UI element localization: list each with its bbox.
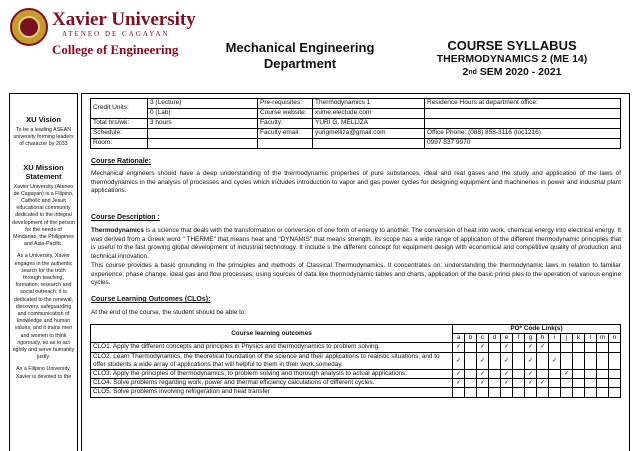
email-value: yurigmelliza@gmail.com (313, 129, 425, 139)
po-link-cell (549, 379, 561, 388)
po-link-cell (489, 343, 501, 352)
po-link-cell (549, 343, 561, 352)
po-link-cell (489, 388, 501, 397)
total-hours-label: Total hrs/wk: (91, 119, 148, 129)
clo-text: CLO5. Solve problems involving refrigeration and heat transfer (91, 388, 453, 397)
po-link-cell: ✓ (501, 379, 513, 388)
po-link-cell (597, 352, 609, 369)
mobile-number: 0997 837 9970 (425, 139, 621, 149)
rationale-heading: Course Rationale: (91, 158, 151, 165)
po-link-cell: ✓ (549, 352, 561, 369)
mission-text-3: As a Filipino University, Xavier is devoted to the (15, 366, 72, 380)
department-line1: Mechanical Engineering (225, 40, 375, 55)
po-link-cell (489, 379, 501, 388)
po-link-cell: ✓ (477, 370, 489, 379)
po-link-cell (561, 379, 573, 388)
po-link-cell (537, 388, 549, 397)
po-link-cell (513, 352, 525, 369)
po-link-cell (597, 343, 609, 352)
schedule-label: Schedule: (91, 129, 148, 139)
clo-intro: At the end of the course, the student should be able to: (91, 309, 247, 316)
description-text-2: This course provides a basic grounding in the principles and methods of Classical Thermodynamics. It concentrates on: understanding the thermodynamic laws in relation to familiar experience; phase change, ideal gas and flow processes; using sources of data like thermodynamic tables and charts; application of the basic princi ples to the operation of various engine cycles. (91, 262, 621, 287)
faculty-label: Faculty: (258, 119, 313, 129)
po-link-cell: ✓ (501, 370, 513, 379)
po-link-cell (465, 388, 477, 397)
po-link-cell (609, 343, 621, 352)
department-title (210, 40, 390, 72)
po-code-a: a (453, 334, 465, 343)
clo-text: CLO4. Solve problems regarding work, power and thermal efficiency calculations of different cycles. (91, 379, 453, 388)
po-link-cell (465, 343, 477, 352)
po-code-c: c (477, 334, 489, 343)
po-link-cell (573, 388, 585, 397)
po-link-cell (501, 388, 513, 397)
po-link-cell (585, 343, 597, 352)
po-link-cell: ✓ (537, 343, 549, 352)
po-link-cell: ✓ (525, 343, 537, 352)
po-code-e: e (501, 334, 513, 343)
website-value: xume.electude.com (313, 109, 425, 119)
university-seal-icon (10, 8, 48, 46)
po-link-cell (561, 343, 573, 352)
clo-row (91, 352, 621, 369)
po-link-cell: ✓ (453, 379, 465, 388)
po-link-cell (549, 388, 561, 397)
course-name: THERMODYNAMICS 2 (ME 14) (436, 53, 588, 65)
po-link-cell (513, 388, 525, 397)
po-code-l: l (585, 334, 597, 343)
po-link-cell: ✓ (525, 379, 537, 388)
university-subtitle: ATENEO DE CAGAYAN (62, 30, 170, 38)
po-code-m: m (597, 334, 609, 343)
total-hours-value: 3 hours (148, 119, 258, 129)
po-link-cell (573, 379, 585, 388)
po-code-j: j (561, 334, 573, 343)
lab-units: 0 (Lab) (148, 109, 258, 119)
credit-units-label: Credit Units: (91, 99, 148, 119)
syllabus-title: COURSE SYLLABUS (447, 38, 577, 53)
po-code-h: h (537, 334, 549, 343)
clo-table (90, 324, 621, 398)
po-code-n: n (609, 334, 621, 343)
department-line2: Department (263, 56, 337, 71)
po-link-cell (609, 388, 621, 397)
po-link-cell: ✓ (525, 370, 537, 379)
po-link-cell (489, 352, 501, 369)
clo-text: CLO1. Apply the different concepts and principles in Physics and thermodynamics to problem solving. (91, 343, 453, 352)
po-link-cell: ✓ (453, 343, 465, 352)
po-link-cell (513, 379, 525, 388)
mission-text-2: As a University, Xavier engages in the authentic search for the truth through teaching, formation, research and social outreach; it is dedicated to the renewal, discovery, safeguarding and communication of knowledge and human values; and it trains men and women to think rigorously, so as to act rightly and serve humanity justly. (12, 253, 75, 361)
po-code-b: b (465, 334, 477, 343)
faculty-value: YURI G. MELLIZA (313, 119, 425, 129)
po-link-cell: ✓ (453, 352, 465, 369)
outcomes-header: Course learning outcomes (91, 325, 453, 343)
po-link-cell (525, 388, 537, 397)
email-label: Faculty email: (258, 129, 313, 139)
po-link-cell (465, 370, 477, 379)
po-link-cell (561, 352, 573, 369)
clo-text: CLO2. Learn Thermodynamics, the theoretical foundation of the science and their applications to realistic situations; and to offer students a wide array of applications that will helpful to them in their work someday. (91, 352, 453, 369)
po-link-cell: ✓ (561, 370, 573, 379)
residence-hours-label: Residence Hours at department office: (425, 99, 621, 109)
clo-row (91, 343, 621, 352)
po-link-cell (585, 388, 597, 397)
po-code-k: k (573, 334, 585, 343)
prereq-value: Thermodynamics 1 (313, 99, 425, 109)
po-link-cell: ✓ (501, 352, 513, 369)
po-link-cell: ✓ (501, 343, 513, 352)
po-link-cell (573, 343, 585, 352)
po-link-cell (573, 370, 585, 379)
semester: 2nd SEM 2020 - 2021 (462, 66, 562, 78)
vision-heading: XU Vision (26, 115, 61, 124)
po-code-f: f (513, 334, 525, 343)
rationale-text: Mechanical engineers should have a deep understanding of the thermodynamic properties of pure substances, ideal and real gases and the study and application of the laws of thermodynamics in the analysis of processes and cycles which includes introduction to vapor and gas power cycles for designing equipment and machineries in power and industrial plant applications. (91, 170, 621, 195)
vision-text: To be a leading ASEAN university forming leaders of character by 2033 (13, 127, 74, 148)
po-link-cell: ✓ (477, 379, 489, 388)
mission-text-1: Xavier University (Ateneo de Cagayan) is a Filipino, Catholic and Jesuit educational community dedicated to the integral development of the person for the needs of Mindanao, the Philippines and Asia-Pacific. (12, 183, 75, 248)
description-heading: Course Description : (91, 214, 160, 221)
po-link-cell (585, 370, 597, 379)
clo-row (91, 388, 621, 397)
po-link-cell: ✓ (525, 352, 537, 369)
college-name: College of Engineering (52, 42, 179, 57)
po-header: PO* Code Link(s) (453, 325, 621, 334)
sidebar-vision-mission (9, 93, 78, 451)
po-link-cell: ✓ (477, 352, 489, 369)
po-link-cell (465, 379, 477, 388)
po-link-cell (609, 352, 621, 369)
po-link-cell (609, 370, 621, 379)
po-link-cell (513, 370, 525, 379)
po-link-cell (597, 370, 609, 379)
po-code-i: i (549, 334, 561, 343)
office-phone: Office Phone: (088) 858-3116 (loc1216) (425, 129, 621, 139)
po-link-cell (489, 370, 501, 379)
po-link-cell (477, 388, 489, 397)
room-label: Room: (91, 139, 148, 149)
po-link-cell (585, 379, 597, 388)
mission-heading: XU Mission Statement (23, 162, 64, 181)
po-link-cell (537, 370, 549, 379)
po-link-cell (597, 388, 609, 397)
syllabus-header (392, 38, 632, 79)
po-link-cell (561, 388, 573, 397)
clo-row (91, 370, 621, 379)
po-link-cell: ✓ (453, 370, 465, 379)
po-link-cell (453, 388, 465, 397)
website-label: Course website: (258, 109, 313, 119)
po-code-g: g (525, 334, 537, 343)
po-link-cell: ✓ (477, 343, 489, 352)
po-link-cell: ✓ (537, 379, 549, 388)
po-link-cell (537, 352, 549, 369)
po-link-cell (597, 379, 609, 388)
clo-text: CLO3. Apply the principles of thermodynamics, to problem solving and thorough analysis to actual applications. (91, 370, 453, 379)
po-link-cell (465, 352, 477, 369)
po-link-cell (585, 352, 597, 369)
po-code-d: d (489, 334, 501, 343)
clo-row (91, 379, 621, 388)
university-name: Xavier University (52, 9, 196, 30)
syllabus-main (81, 93, 630, 451)
clo-heading: Course Learning Outcomes (CLOs): (91, 296, 211, 303)
lecture-units: 3 (Lecture) (148, 99, 258, 109)
prereq-label: Pre-requisites: (258, 99, 313, 109)
description-text-1: Thermodynamics is a science that deals with the transformation or conversion of one form of energy to another. The conversion of heat into work, chemical energy into electrical energy. It was derived from a Greek word " THERME" that means heat and "DYNAMIS" that means strength. Its scope has a wide range of application of the different thermodynamic principles that is useful to the fast growing global development of industrial technology. It include s the different concept for equipment design with economical and competitive quality of production and technical innovation. (91, 227, 621, 260)
course-info-table (90, 98, 621, 149)
po-link-cell (573, 352, 585, 369)
po-link-cell (513, 343, 525, 352)
po-link-cell (609, 379, 621, 388)
po-link-cell (549, 370, 561, 379)
